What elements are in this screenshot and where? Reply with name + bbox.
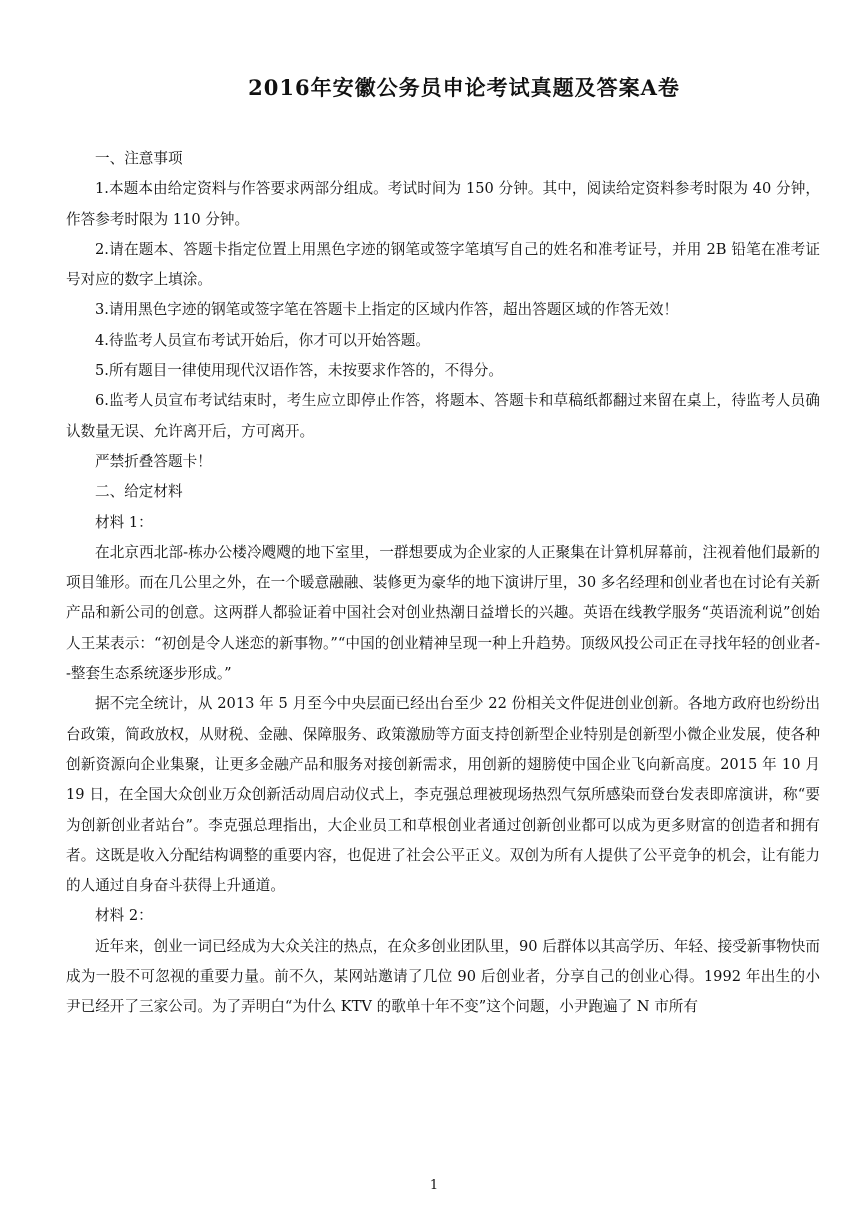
paragraph: 5.所有题目一律使用现代汉语作答，未按要求作答的，不得分。 [95,362,503,380]
warning-text: 严禁折叠答题卡！ [95,452,212,470]
paragraph: 近年来，创业一词已经成为大众关注的热点，在众多创业团队里，90 后群体以其高学历、年轻、接受新事物快而成为一股不可忽视的重要力量。前不久，某网站邀请了几位 90 后创业者，分享自己的创业心得。1992 年出生的小尹已经开了三家公司。为了弄明白“为什么 KTV 的歌单十年不变”这个问题，小尹跑遍了 N 市所有 [66,937,820,1016]
paragraph: 2.请在题本、答题卡指定位置上用黑色字迹的钢笔或签字笔填写自己的姓名和准考证号，并用 2B 铅笔在准考证号对应的数字上填涂。 [66,240,820,289]
section-heading-notes: 一、注意事项 [95,150,183,167]
paragraph: 4.待监考人员宣布考试开始后，你才可以开始答题。 [95,331,430,349]
paragraph: 1.本题本由给定资料与作答要求两部分组成。考试时间为 150 分钟。其中，阅读给定资料参考时限为 40 分钟，作答参考时限为 110 分钟。 [66,180,820,228]
section-heading-materials: 二、给定材料 [95,483,183,501]
page-number: 1 [429,1178,439,1193]
paragraph: 在北京西北部-栋办公楼冷飕飕的地下室里，一群想要成为企业家的人正聚集在计算机屏幕前，注视着他们最新的项目雏形。而在几公里之外，在一个暖意融融、装修更为豪华的地下演讲厅里，30 多名经理和创业者也在讨论有关新产品和新公司的创意。这两群人都验证着中国社会对创业热潮日益增长的兴趣。英语在线教学服务“英语流利说”创始人王某表示：“初创是令人迷恋的新事物。”“中国的创业精神呈现一种上升趋势。顶级风投公司正在寻找年轻的创业者--整套生态系统逐步形成。” [66,543,820,683]
paragraph: 6.监考人员宣布考试结束时，考生应立即停止作答，将题本、答题卡和草稿纸都翻过来留在桌上，待监考人员确认数量无误、允许离开后，方可离开。 [66,392,820,440]
document-body [66,144,820,1023]
page-title: 2016年安徽公务员申论考试真题及答案A卷 [248,75,680,100]
material-heading: 材料 2： [95,907,153,925]
paragraph: 据不完全统计，从 2013 年 5 月至今中央层面已经出台至少 22 份相关文件促进创业创新。各地方政府也纷纷出台政策，简政放权，从财税、金融、保障服务、政策激励等方面支持创新型企业特别是创新型小微企业发展，使各种创新资源向企业集聚，让更多金融产品和服务对接创新需求，用创新的翅膀使中国企业飞向新高度。2015 年 10 月 19 日，在全国大众创业万众创新活动周启动仪式上，李克强总理被现场热烈气氛所感染而登台发表即席演讲，称“要为创新创业者站台”。李克强总理指出，大企业员工和草根创业者通过创新创业都可以成为更多财富的创造者和拥有者。这既是收入分配结构调整的重要内容，也促进了社会公平正义。双创为所有人提供了公平竞争的机会，让有能力的人通过自身奋斗获得上升通道。 [66,695,820,895]
paragraph: 3.请用黑色字迹的钢笔或签字笔在答题卡上指定的区域内作答，超出答题区域的作答无效！ [95,301,679,319]
material-heading: 材料 1： [95,513,153,531]
